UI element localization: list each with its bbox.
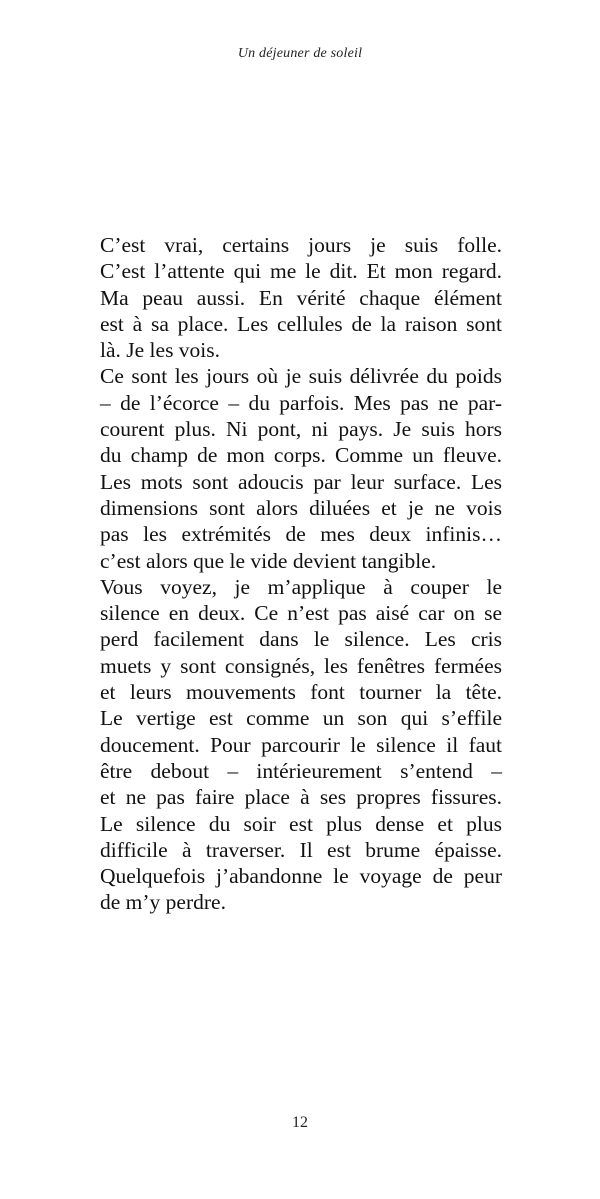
text-line: Le silence du soir est plus dense et plus <box>100 811 502 836</box>
text-line: Vous voyez, je m’applique à couper le <box>100 574 502 599</box>
text-line: dimensions sont alors diluées et je ne vois <box>100 495 502 520</box>
text-line: C’est l’attente qui me le dit. Et mon regard. <box>100 259 502 284</box>
text-line: et ne pas faire place à ses propres fissures. <box>100 785 502 810</box>
text-line: c’est alors que le vide devient tangible. <box>100 548 437 573</box>
text-line: Quelquefois j’abandonne le voyage de peur <box>100 864 502 889</box>
text-line: silence en deux. Ce n’est pas aisé car on se <box>100 601 502 626</box>
running-head-title: Un déjeuner de soleil <box>237 46 363 61</box>
body-text <box>100 232 502 916</box>
text-line: du champ de mon corps. Comme un fleuve. <box>100 443 502 468</box>
page-number: 12 <box>292 1114 308 1131</box>
text-line: est à sa place. Les cellules de la raison sont <box>100 311 502 336</box>
text-line: – de l’écorce – du parfois. Mes pas ne par- <box>100 390 502 415</box>
text-line: là. Je les vois. <box>100 338 221 363</box>
text-line: Ce sont les jours où je suis délivrée du poids <box>100 364 502 389</box>
text-line: Ma peau aussi. En vérité chaque élément <box>100 285 502 310</box>
text-line: doucement. Pour parcourir le silence il faut <box>100 732 502 757</box>
text-line: C’est vrai, certains jours je suis folle. <box>100 233 502 257</box>
text-line: difficile à traverser. Il est brume épaisse. <box>100 837 502 862</box>
text-line: être debout – intérieurement s’entend – <box>100 758 502 783</box>
text-line: perd facilement dans le silence. Les cris <box>100 627 502 652</box>
text-line: de m’y perdre. <box>100 890 226 915</box>
text-line: muets y sont consignés, les fenêtres fermées <box>100 653 502 678</box>
text-line: Les mots sont adoucis par leur surface. Les <box>100 469 502 494</box>
text-line: Le vertige est comme un son qui s’effile <box>100 706 502 731</box>
text-line: courent plus. Ni pont, ni pays. Je suis hors <box>100 417 502 442</box>
text-line: et leurs mouvements font tourner la tête. <box>100 680 502 705</box>
text-line: pas les extrémités de mes deux infinis… <box>100 522 502 547</box>
